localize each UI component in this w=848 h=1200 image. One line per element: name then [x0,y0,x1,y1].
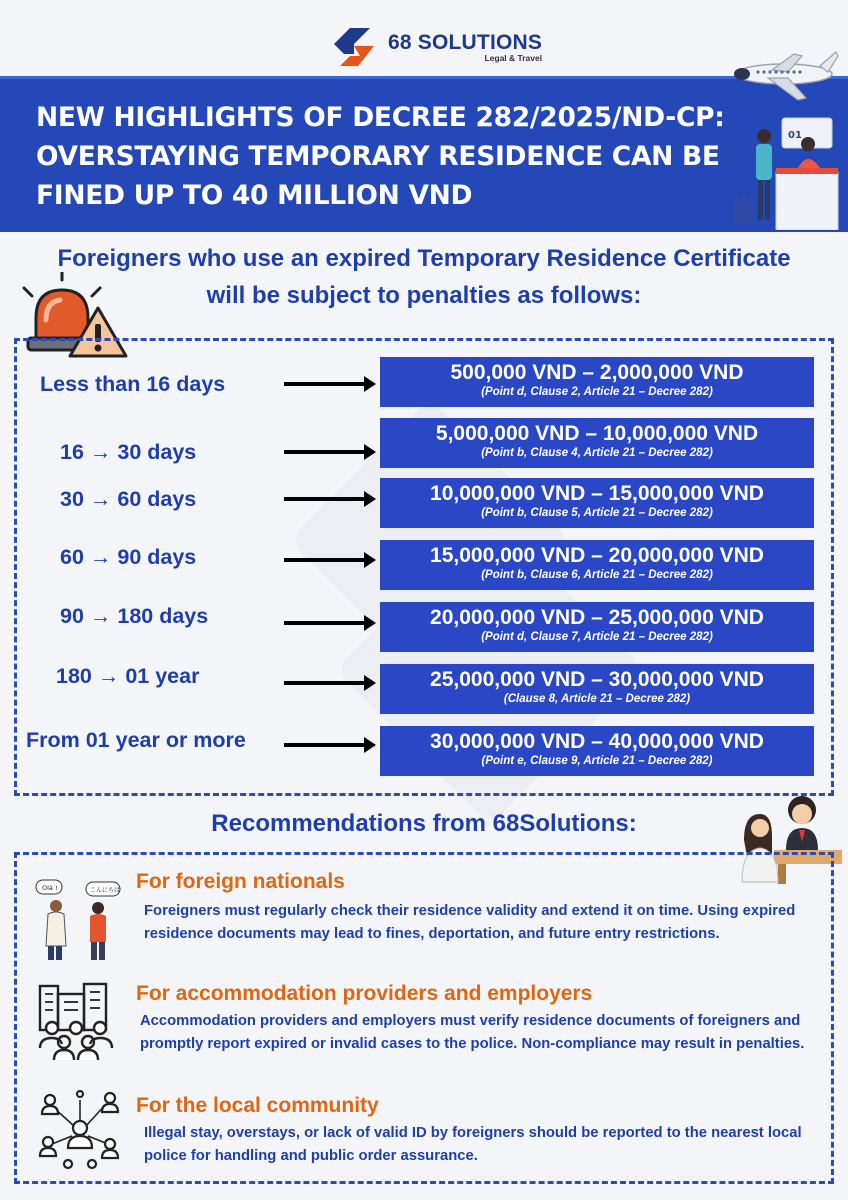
fine-reference: (Point b, Clause 6, Article 21 – Decree 282) [481,569,713,581]
recommendation-body: Accommodation providers and employers must verify residence documents of foreigners and promptly report expired or invalid cases to the police. Non-compliance may result in penalties. [140,1013,805,1052]
fine-box [380,540,814,590]
fine-amount: 20,000,000 VND – 25,000,000 VND [430,606,764,629]
airplane-icon [728,48,840,111]
recommendation-heading: For accommodation providers and employers [136,982,593,1005]
title-line: OVERSTAYING TEMPORARY RESIDENCE CAN BE [36,141,720,172]
arrow-icon [284,743,366,747]
bubble-text: こんにちは [90,887,121,894]
fine-amount: 25,000,000 VND – 30,000,000 VND [430,668,764,691]
fine-amount: 30,000,000 VND – 40,000,000 VND [430,730,764,753]
intro-line-1: Foreigners who use an expired Temporary Residence Certificate [57,245,791,272]
arrow-icon [284,681,366,685]
company-logo [330,24,542,70]
fine-reference: (Point e, Clause 9, Article 21 – Decree 282) [481,755,713,767]
fine-amount: 5,000,000 VND – 10,000,000 VND [435,422,759,445]
intro-line-2: will be subject to penalties as follows: [206,282,642,309]
recommendations-title: Recommendations from 68Solutions: [211,810,637,837]
duration-label: Less than 16 days [40,372,226,396]
fine-reference: (Point d, Clause 7, Article 21 – Decree 282) [481,631,713,643]
duration-label: From 01 year or more [26,728,246,752]
fine-reference: (Point b, Clause 5, Article 21 – Decree 282) [481,507,713,519]
arrow-icon [284,497,366,501]
fine-box [380,726,814,776]
arrow-icon [284,558,366,562]
svg-text:01: 01 [788,130,802,141]
fine-reference: (Clause 8, Article 21 – Decree 282) [503,693,691,705]
duration-label: 90 → 180 days [60,604,209,628]
fine-box [380,418,814,468]
logo-name: 68 SOLUTIONS [388,30,543,54]
community-network-icon [38,1090,122,1175]
fine-box [380,357,814,407]
recommendation-body: Illegal stay, overstays, or lack of valid ID by foreigners should be reported to the nearest local police for handling and public order assurance. [144,1125,802,1164]
fine-amount: 10,000,000 VND – 15,000,000 VND [430,482,764,505]
fine-amount: 500,000 VND – 2,000,000 VND [450,361,744,384]
recommendation-heading: For foreign nationals [136,870,345,893]
logo-tagline: Legal & Travel [484,52,543,63]
fine-box [380,602,814,652]
arrow-icon [284,382,366,386]
duration-label: 180 → 01 year [56,664,200,688]
arrow-icon [284,450,366,454]
fine-reference: (Point d, Clause 2, Article 21 – Decree 282) [481,386,713,398]
fine-box [380,664,814,714]
duration-label: 30 → 60 days [60,487,197,511]
recommendation-body: Foreigners must regularly check their residence validity and extend it on time. Using expired residence documents may lead to fines, deportation, and future entry restrictions. [144,903,796,942]
duration-label: 60 → 90 days [60,545,197,569]
building-people-icon [36,982,116,1067]
logo-mark-icon [330,24,384,70]
recommendation-heading: For the local community [136,1094,379,1117]
title-line: NEW HIGHLIGHTS OF DECREE 282/2025/ND-CP: [36,102,725,133]
duration-label: 16 → 30 days [60,440,197,464]
page-title [36,98,726,215]
conversation-icon [34,878,128,967]
title-line: FINED UP TO 40 MILLION VND [36,180,473,211]
fine-box [380,478,814,528]
arrow-icon [284,621,366,625]
fine-reference: (Point b, Clause 4, Article 21 – Decree 282) [481,447,713,459]
airport-checkin-icon [728,110,840,235]
fine-amount: 15,000,000 VND – 20,000,000 VND [430,544,764,567]
bubble-text: Olá ! [42,884,58,892]
